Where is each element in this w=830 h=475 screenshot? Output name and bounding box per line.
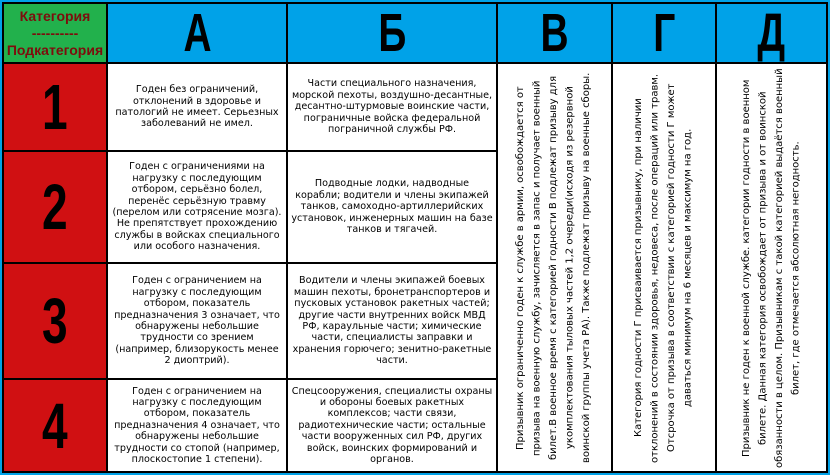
corner-line-category: Категория [19, 7, 91, 24]
corner-line-divider: ---------- [31, 24, 79, 41]
row-header-4 [4, 380, 106, 471]
col-header-a [108, 4, 286, 62]
row-header-4-label: 4 [42, 389, 68, 462]
row-header-3 [4, 264, 106, 378]
merged-cell-d [717, 64, 826, 471]
col-header-a-label: А [182, 4, 212, 62]
cell-a1: Годен без ограничений, отклонений в здоровье и патологий не имеет. Серьезных заболеваний не имел. [108, 64, 286, 150]
col-header-b-label: Б [378, 4, 406, 62]
cell-a3: Годен с ограничением на нагрузку с последующим отбором, показатель предназначения 3 означает, что обнаружены небольшие трудности со зрением (например, близорукость менее 2 диоптрий). [108, 264, 286, 378]
merged-cell-v [498, 64, 611, 471]
cell-a2: Годен с ограничениями на нагрузку с последующим отбором, серьёзно болел, перенёс серьёзную травму (перелом или сотрясение мозга). Не препятствует прохождению службы в войсках специального или особого назначения. [108, 152, 286, 262]
merged-cell-g-text: Категория годности Г присваивается призывнику, при наличии отклонений в состоянии здоровья, недовеса, после операций или травм. Отсрочка от призыва в соответствии с категорией годности Г может даваться минимум на 6 месяцев и максимум на год. [633, 72, 694, 463]
corner-header-cell [4, 4, 106, 62]
fitness-category-table [2, 2, 828, 473]
cell-b1: Части специального назначения, морской пехоты, воздушно-десантные, десантно-штурмовые воинские части, пограничные войска федеральной пограничной службы РФ. [288, 64, 496, 150]
col-header-d [717, 4, 826, 62]
cell-b3: Водители и члены экипажей боевых машин пехоты, бронетранспортеров и пусковых установок ракетных частей; другие части внутренних войск МВД РФ, караульные части; химические части, специалисты заправки и хранения горючего; зенитно-ракетные части. [288, 264, 496, 378]
col-header-g-label: Г [652, 4, 676, 62]
col-header-b [288, 4, 496, 62]
cell-b4: Спецсооружения, специалисты охраны и обороны боевых ракетных комплексов; части связи, радиотехнические части; остальные части вооруженных сил РФ, других войск, воинских формирований и органов. [288, 380, 496, 471]
corner-line-subcategory: Подкатегория [6, 41, 104, 58]
row-header-2 [4, 152, 106, 262]
col-header-g [613, 4, 715, 62]
row-header-1 [4, 64, 106, 150]
merged-cell-g [613, 64, 715, 471]
col-header-v-label: В [540, 4, 569, 62]
row-header-3-label: 3 [42, 285, 68, 357]
merged-cell-v-text: Призывник ограниченно годен к службе в армии, освобождается от призыва на военную службу, зачисляется в запас и получает военный билет.В военное время с категорией годности В подлежат призыву для укомплектования тыловых частей 1,2 очереди(исходя из резервной воинской группы учета РА). Также подлежат призыву на военные сборы. [515, 72, 593, 463]
row-header-2-label: 2 [42, 171, 68, 243]
col-header-v [498, 4, 611, 62]
row-header-1-label: 1 [42, 71, 68, 143]
cell-b2: Подводные лодки, надводные корабли; водители и члены экипажей танков, самоходно-артиллерийских установок, инженерных машин на базе танков и тягачей. [288, 152, 496, 262]
merged-cell-d-text: Призывник не годен к военной службе. категории годности в военном билете. Данная категория освобождает от призыва и от воинской обязанности в целом. Призывникам с такой категорией выдаётся военный билет, где отмечается абсолютная негодность. [740, 67, 801, 468]
cell-a4: Годен с ограничением на нагрузку с последующим отбором, показатель предназначения 4 означает, что обнаружены небольшие трудности со стопой (например, плоскостопие 1 степени). [108, 380, 286, 471]
col-header-d-label: Д [757, 4, 786, 62]
